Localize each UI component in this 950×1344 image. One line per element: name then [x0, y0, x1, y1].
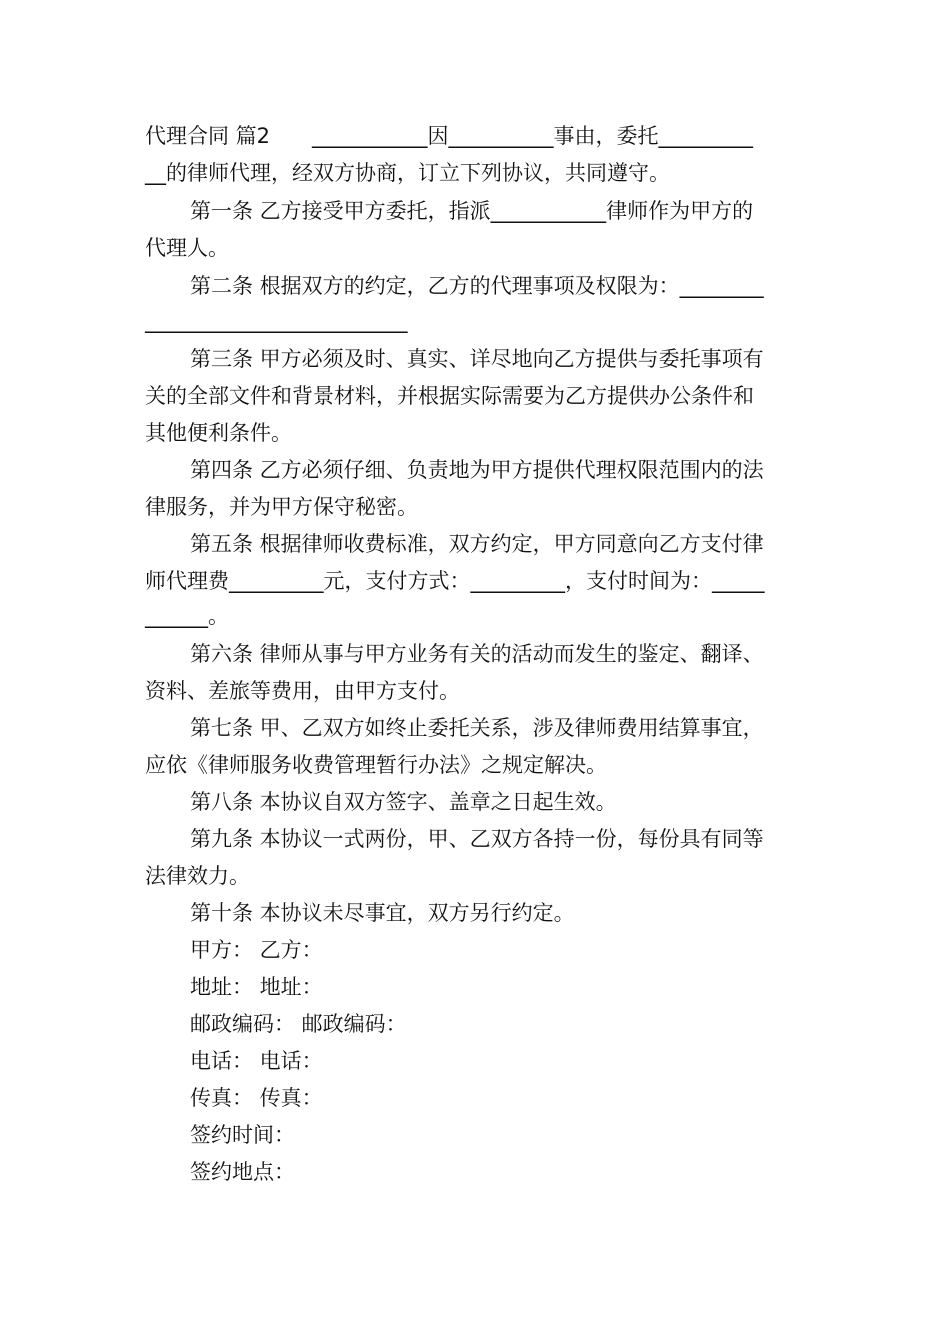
article-9-line: 第九条 本协议一式两份，甲、乙双方各持一份，每份具有同等 [190, 827, 764, 851]
article-6-line: 第六条 律师从事与甲方业务有关的活动而发生的鉴定、翻译、 [190, 642, 764, 666]
article-8-line: 第八条 本协议自双方签字、盖章之日起生效。 [190, 790, 617, 814]
address-line: 地址： 地址： [190, 975, 323, 999]
article-7-line: 第七条 甲、乙双方如终止委托关系，涉及律师费用结算事宜， [190, 716, 764, 740]
article-9-line-cont: 法律效力。 [145, 864, 250, 888]
article-4-line: 第四条 乙方必须仔细、负责地为甲方提供代理权限范围内的法 [190, 458, 764, 482]
article-3-line: 第三条 甲方必须及时、真实、详尽地向乙方提供与委托事项有 [190, 347, 764, 371]
article-3-line-end: 其他便利条件。 [145, 421, 292, 445]
phone-line: 电话： 电话： [190, 1049, 323, 1073]
article-1-line: 第一条 乙方接受甲方委托，指派___________律师作为甲方的 [190, 199, 754, 223]
article-10-line: 第十条 本协议未尽事宜，双方另行约定。 [190, 901, 575, 925]
article-5-line-end: ______。 [145, 604, 229, 628]
article-3-line-cont: 关的全部文件和背景材料，并根据实际需要为乙方提供办公条件和 [145, 384, 754, 408]
contract-intro-line: __的律师代理，经双方协商，订立下列协议，共同遵守。 [145, 161, 670, 185]
article-5-line-cont: 师代理费_________元，支付方式：_________，支付时间为：_____ [145, 569, 765, 593]
article-2-line: 第二条 根据双方的约定，乙方的代理事项及权限为：________ [190, 274, 764, 298]
contract-heading-line: 代理合同 篇2 ___________因__________事由，委托_________ [145, 124, 754, 148]
signing-time-line: 签约时间： [190, 1123, 295, 1147]
article-4-line-cont: 律服务，并为甲方保守秘密。 [145, 495, 418, 519]
article-7-line-cont: 应依《律师服务收费管理暂行办法》之规定解决。 [145, 753, 607, 777]
party-names-line: 甲方： 乙方： [190, 938, 323, 962]
signing-place-line: 签约地点： [190, 1160, 295, 1184]
article-6-line-cont: 资料、差旅等费用，由甲方支付。 [145, 679, 460, 703]
fax-line: 传真： 传真： [190, 1086, 323, 1110]
article-5-line: 第五条 根据律师收费标准，双方约定，甲方同意向乙方支付律 [190, 532, 764, 556]
article-2-blank-line: _________________________ [145, 309, 408, 333]
article-1-line-cont: 代理人。 [145, 236, 229, 260]
postal-code-line: 邮政编码： 邮政编码： [190, 1012, 407, 1036]
